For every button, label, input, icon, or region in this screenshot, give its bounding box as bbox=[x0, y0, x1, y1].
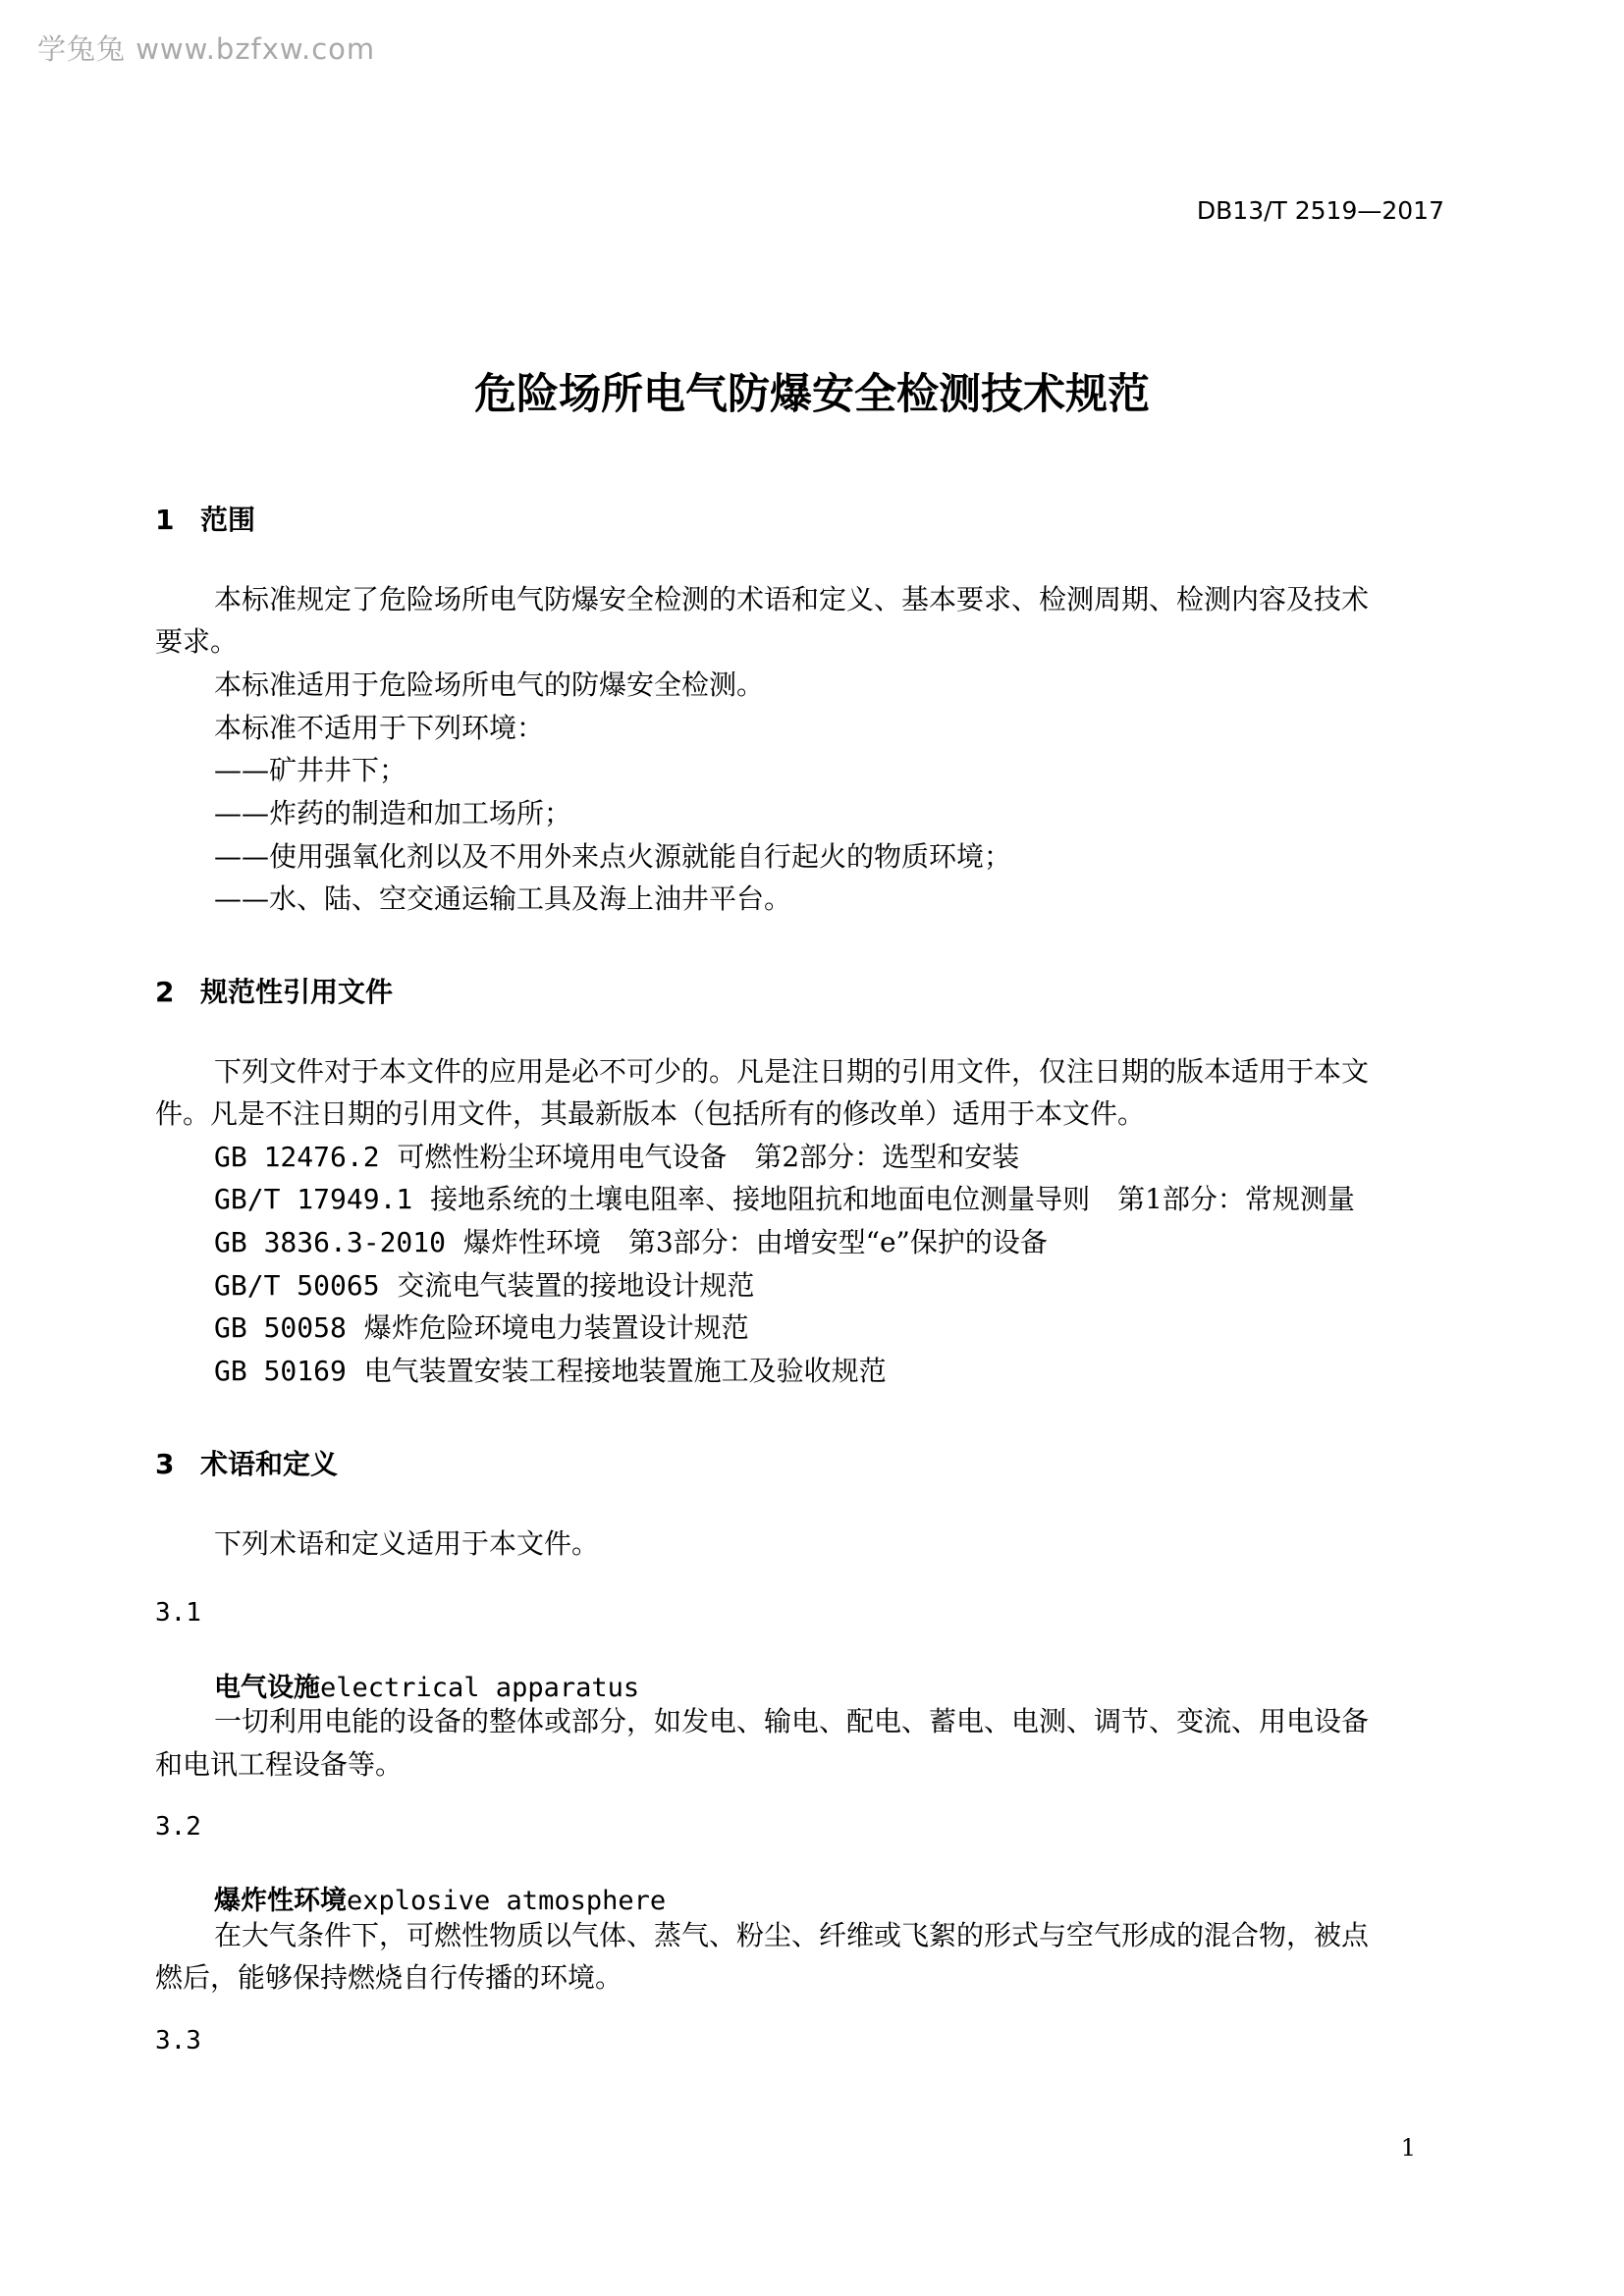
document-number: DB13/T 2519—2017 bbox=[1196, 196, 1444, 225]
reference-item bbox=[214, 1226, 1048, 1258]
section-number: 3 bbox=[155, 1448, 175, 1480]
term-number: 3.3 bbox=[155, 2026, 201, 2056]
reference-title: 爆炸性环境 第3部分：由增安型“e”保护的设备 bbox=[462, 1226, 1048, 1258]
page-number: 1 bbox=[1400, 2134, 1416, 2162]
watermark: 学兔兔 www.bzfxw.com bbox=[37, 32, 376, 66]
reference-code: GB 50169 bbox=[214, 1355, 347, 1387]
term-number: 3.1 bbox=[155, 1598, 201, 1628]
reference-item bbox=[214, 1311, 749, 1344]
reference-item bbox=[214, 1269, 755, 1302]
paragraph: 本标准适用于危险场所电气的防爆安全检测。 bbox=[214, 668, 765, 701]
document-title: 危险场所电气防爆安全检测技术规范 bbox=[474, 370, 1150, 419]
paragraph-continuation: 件。凡是不注日期的引用文件，其最新版本（包括所有的修改单）适用于本文件。 bbox=[155, 1097, 1146, 1130]
paragraph: 本标准不适用于下列环境： bbox=[214, 712, 545, 744]
term-name-en: explosive atmosphere bbox=[347, 1886, 667, 1916]
section-title: 范围 bbox=[200, 504, 256, 536]
paragraph: 下列术语和定义适用于本文件。 bbox=[214, 1527, 600, 1560]
list-item: ——矿井井下； bbox=[214, 754, 407, 786]
section-3-heading bbox=[155, 1443, 338, 1482]
list-item: ——使用强氧化剂以及不用外来点火源就能自行起火的物质环境； bbox=[214, 840, 1012, 873]
reference-title: 接地系统的土壤电阻率、接地阻抗和地面电位测量导则 第1部分：常规测量 bbox=[430, 1183, 1355, 1215]
term-name-en: electrical apparatus bbox=[320, 1673, 640, 1703]
section-2-heading bbox=[155, 971, 393, 1010]
list-item: ——炸药的制造和加工场所； bbox=[214, 797, 572, 829]
reference-code: GB/T 17949.1 bbox=[214, 1183, 413, 1215]
paragraph: 下列文件对于本文件的应用是必不可少的。凡是注日期的引用文件，仅注日期的版本适用于本文 bbox=[214, 1055, 1370, 1088]
reference-title: 可燃性粉尘环境用电气设备 第2部分：选型和安装 bbox=[397, 1141, 1020, 1173]
term-number: 3.2 bbox=[155, 1812, 201, 1842]
section-number: 1 bbox=[155, 504, 175, 536]
reference-title: 爆炸危险环境电力装置设计规范 bbox=[363, 1311, 749, 1344]
term-name bbox=[214, 1879, 666, 1917]
term-definition-continuation: 燃后，能够保持燃烧自行传播的环境。 bbox=[155, 1961, 623, 1994]
reference-item bbox=[214, 1183, 1355, 1215]
term-definition-continuation: 和电讯工程设备等。 bbox=[155, 1748, 404, 1781]
reference-code: GB 50058 bbox=[214, 1311, 347, 1344]
paragraph: 本标准规定了危险场所电气防爆安全检测的术语和定义、基本要求、检测周期、检测内容及技术 bbox=[214, 583, 1370, 615]
term-name bbox=[214, 1666, 639, 1704]
reference-title: 电气装置安装工程接地装置施工及验收规范 bbox=[363, 1355, 887, 1387]
term-name-zh: 爆炸性环境 bbox=[214, 1886, 347, 1916]
paragraph-continuation: 要求。 bbox=[155, 625, 239, 658]
reference-code: GB 12476.2 bbox=[214, 1141, 380, 1173]
section-1-heading bbox=[155, 499, 255, 538]
reference-code: GB 3836.3-2010 bbox=[214, 1226, 447, 1258]
section-title: 规范性引用文件 bbox=[200, 976, 394, 1008]
term-name-zh: 电气设施 bbox=[214, 1673, 320, 1703]
reference-item bbox=[214, 1141, 1020, 1173]
term-definition: 一切利用电能的设备的整体或部分，如发电、输电、配电、蓄电、电测、调节、变流、用电设备 bbox=[214, 1705, 1370, 1737]
list-item: ——水、陆、空交通运输工具及海上油井平台。 bbox=[214, 882, 792, 915]
term-definition: 在大气条件下，可燃性物质以气体、蒸气、粉尘、纤维或飞絮的形式与空气形成的混合物，被点 bbox=[214, 1919, 1370, 1951]
reference-code: GB/T 50065 bbox=[214, 1269, 380, 1302]
section-title: 术语和定义 bbox=[200, 1448, 339, 1480]
section-number: 2 bbox=[155, 976, 175, 1008]
reference-item bbox=[214, 1355, 887, 1387]
reference-title: 交流电气装置的接地设计规范 bbox=[397, 1269, 755, 1302]
